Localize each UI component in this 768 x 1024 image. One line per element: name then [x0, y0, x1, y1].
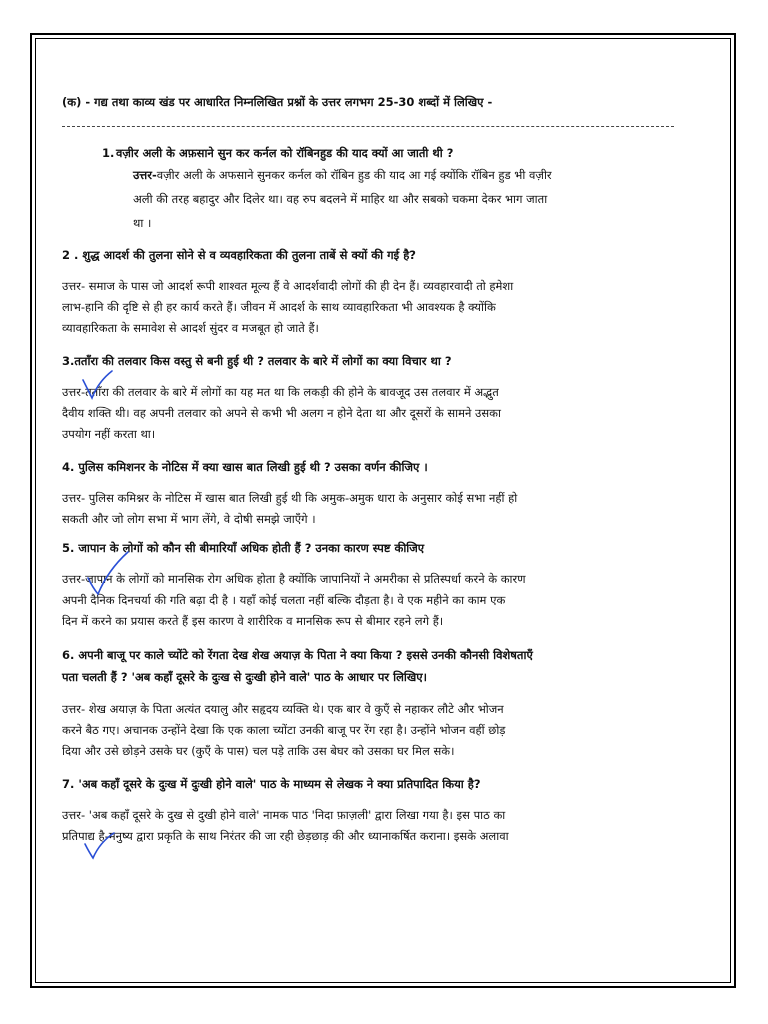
- answer-text: उत्तर- पुलिस कमिश्नर के नोटिस में खास बात लिखी हुई थी कि अमुक-अमुक धारा के अनुसार कोई सभा नहीं हो सकती और जो लोग सभा में भाग लेंगे, वे दोषी समझे जाएँगे ।: [62, 491, 518, 526]
- question-text: 2 . शुद्ध आदर्श की तुलना सोने से व व्यवहारिकता की तुलना ताबें से क्यों की गई है?: [62, 248, 416, 262]
- answer-text: उत्तर-जापान के लोगों को मानसिक रोग अधिक होता है क्योंकि जापानियों ने अमरीका से प्रतिस्पर्धा करने के कारण अपनी दैनिक दिनचर्या की गति बढ़ा दी है । यहाँ कोई चलता नहीं बल्कि दौड़ता है। वे एक महीने का काम एक दिन में करने का प्रयास करते हैं इस कारण वे शारीरिक व मानसिक रूप से बीमार रहने लगे हैं।: [62, 572, 526, 628]
- question-block-4: [62, 457, 690, 530]
- question-block-1: [62, 143, 690, 235]
- question-text: 3.तताँरा की तलवार किस वस्तु से बनी हुई थी ? तलवार के बारे में लोगों का क्या विचार था ?: [62, 354, 452, 368]
- question-block-6: [62, 644, 690, 762]
- question-block-2: [62, 245, 690, 339]
- document-body: [62, 92, 690, 847]
- answer-text: उत्तर- 'अब कहाँ दूसरे के दुख से दुखी होने वाले' नामक पाठ 'निदा फ़ाज़ली' द्वारा लिखा गया है। इस पाठ का प्रतिपाद्य है-मनुष्य द्वारा प्रकृति के साथ निरंतर की जा रही छेड़छाड़ की और ध्यानाकर्षित कराना। इसके अलावा: [62, 808, 509, 843]
- answer-text: उत्तर-वज़ीर अली के अफसाने सुनकर कर्नल को रॉबिन हुड की याद आ गई क्योंकि रॉबिन हुड भी वज़ीर अली की तरह बहादुर और दिलेर था। वह रुप बदलने में माहिर था और सबको चकमा देकर भाग जाता था ।: [133, 168, 552, 230]
- question-text: 7. 'अब कहाँ दूसरे के दुःख में दुःखी होने वाले' पाठ के माध्यम से लेखक ने क्या प्रतिपादित किया है?: [62, 777, 481, 791]
- question-text: 4. पुलिस कमिशनर के नोटिस में क्या खास बात लिखी हुई थी ? उसका वर्णन कीजिए ।: [62, 460, 428, 474]
- question-block-3: [62, 351, 690, 445]
- question-text: वज़ीर अली के अफ़साने सुन कर कर्नल को रॉबिनहुड की याद क्यों आ जाती थी ?: [116, 146, 454, 160]
- answer-text: उत्तर- शेख अयाज़ के पिता अत्यंत दयालु और सहृदय व्यक्ति थे। एक बार वे कुएँ से नहाकर लौटे और भोजन करने बैठ गए। अचानक उन्होंने देखा कि एक काला च्योंटा उनकी बाजू पर रेंग रहा है। उन्होंने भोजन वहीं छोड़ दिया और उसे छोड़ने उसके घर (कुएँ के पास) चल पड़े ताकि उस बेघर को उसका घर मिल सके।: [62, 702, 506, 758]
- question-text: 5. जापान के लोगों को कौन सी बीमारियाँ अधिक होती हैं ? उनका कारण स्पष्ट कीजिए: [62, 541, 425, 555]
- question-text: 6. अपनी बाजू पर काले च्योंटे को रेंगता देख शेख अयाज़ के पिता ने क्या किया ? इससे उनकी कौनसी विशेषताएँ पता चलती हैं ? 'अब कहाँ दूसरे के दुःख से दुःखी होने वाले' पाठ के आधार पर लिखिए।: [62, 648, 533, 684]
- answer-label: उत्तर-: [133, 168, 157, 182]
- question-block-5: [62, 538, 690, 632]
- answer-text: उत्तर- समाज के पास जो आदर्श रूपी शाश्वत मूल्य हैं वे आदर्शवादी लोगों की ही देन हैं। व्यवहारवादी तो हमेशा लाभ-हानि की दृष्टि से ही हर कार्य करते हैं। जीवन में आदर्श के साथ व्यावहारिकता भी आवश्यक है क्योंकि व्यावहारिकता के समावेश से आदर्श सुंदर व मजबूत हो जाते हैं।: [62, 279, 514, 335]
- answer-text: उत्तर-तताँरा की तलवार के बारे में लोगों का यह मत था कि लकड़ी की होने के बावजूद उस तलवार में अद्भुत दैवीय शक्ति थी। वह अपनी तलवार को अपने से कभी भी अलग न होने देता था और दूसरों के सामने उसका उपयोग नहीं करता था।: [62, 385, 501, 441]
- question-number: 1.: [102, 146, 115, 160]
- section-heading: (क) - गद्य तथा काव्य खंड पर आधारित निम्नलिखित प्रश्नों के उत्तर लगभग 25-30 शब्दों में लिखिए -: [62, 95, 493, 109]
- question-block-7: [62, 774, 690, 847]
- dashed-divider: [62, 126, 674, 127]
